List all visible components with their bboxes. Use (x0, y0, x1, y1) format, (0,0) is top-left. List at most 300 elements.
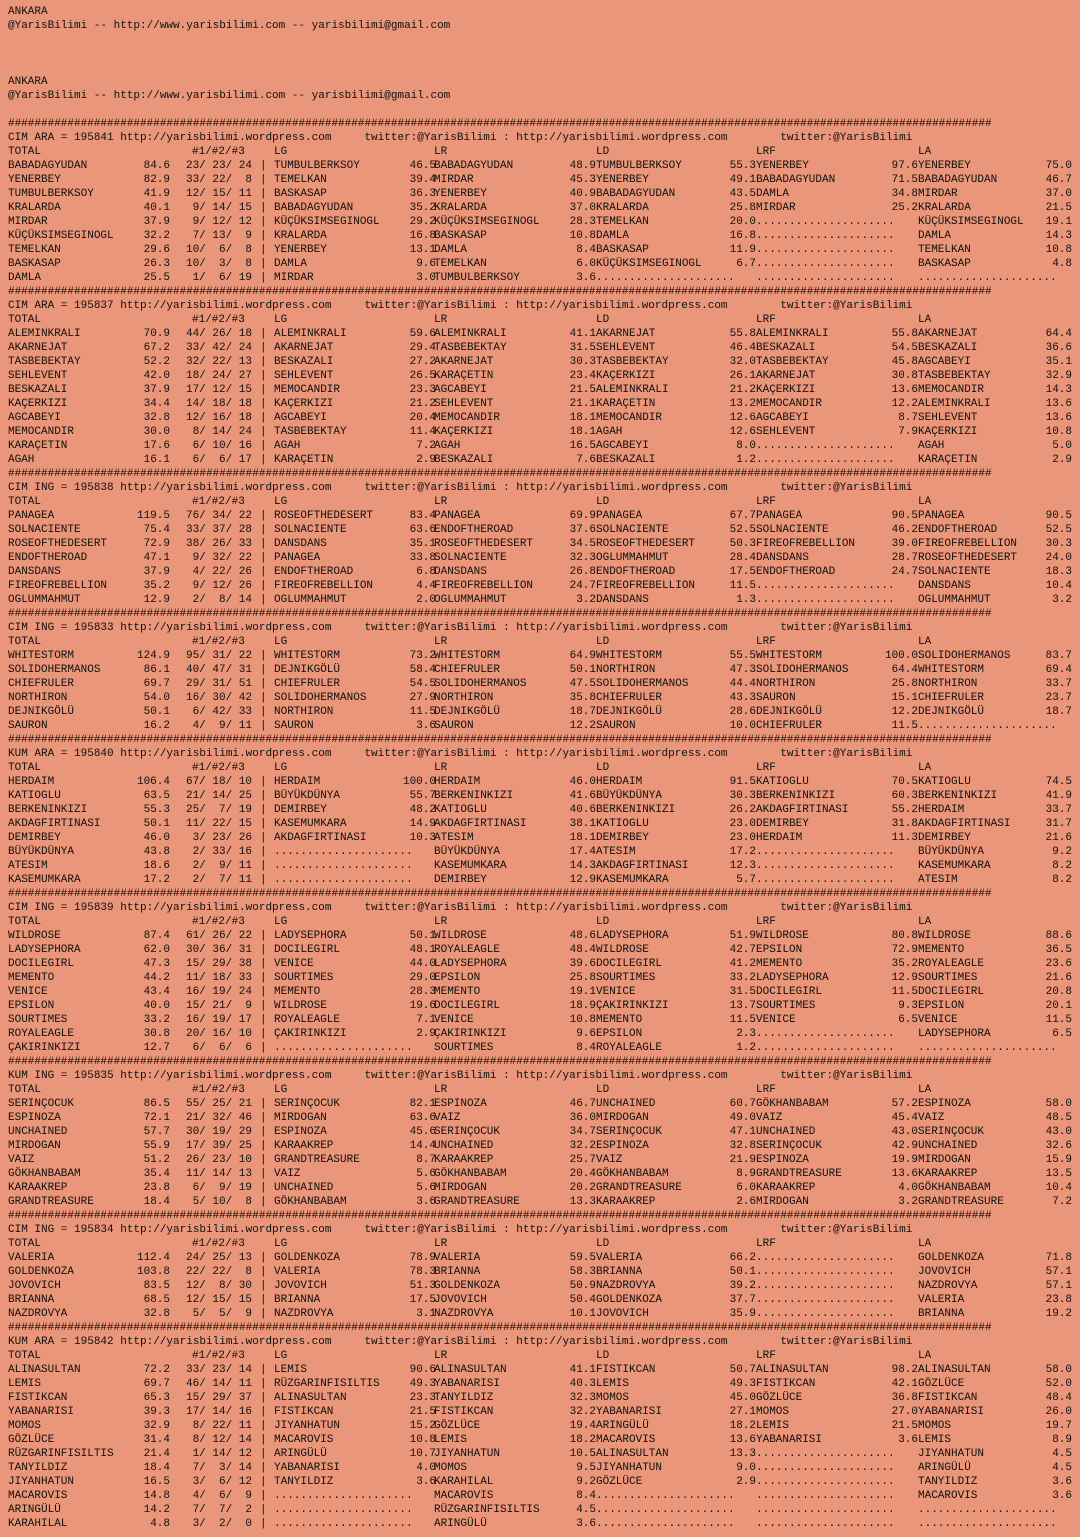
column-divider: | (260, 174, 267, 186)
total-name: DAMLA (8, 272, 42, 284)
lr-value: 39.6 (569, 958, 596, 970)
placings: 6/ 6/ 6 (185, 1042, 252, 1054)
la-value: 52.0 (1045, 1378, 1072, 1390)
la-name: FIREOFREBELLION (918, 538, 1018, 550)
table-row (8, 1167, 1080, 1181)
header-ld: LD (596, 1084, 610, 1096)
header-la: LA (918, 636, 932, 648)
la-name: ESPINOZA (918, 1098, 971, 1110)
la-value: 4.5 (1052, 1448, 1072, 1460)
lr-value: 9.6 (576, 1028, 596, 1040)
header-total: TOTAL (8, 146, 42, 158)
lr-name: VALERIA (434, 1252, 481, 1264)
la-value: 10.8 (1045, 244, 1072, 256)
ld-name: NORTHIRON (596, 664, 656, 676)
placings: 12/ 8/ 30 (185, 1280, 252, 1292)
lr-name: ARINGÜLÜ (434, 1518, 487, 1530)
placings: 15/ 21/ 9 (185, 1000, 252, 1012)
separator-line: ##################################################################################################################################################### (8, 468, 992, 480)
ld-name: ..................... (596, 1490, 735, 1502)
header-ld: LD (596, 636, 610, 648)
la-name: GOLDENKOZA (918, 1252, 985, 1264)
lr-name: YABANARISI (434, 1378, 501, 1390)
column-divider: | (260, 664, 267, 676)
total-value: 86.5 (143, 1098, 170, 1110)
table-row (8, 677, 1080, 691)
lrf-name: DANSDANS (756, 552, 809, 564)
lr-value: 25.7 (569, 1154, 596, 1166)
lrf-name: MEMOCANDIR (756, 398, 823, 410)
table-row (8, 845, 1080, 859)
total-name: KARAAKREP (8, 1182, 68, 1194)
ld-value: 9.0 (736, 1462, 756, 1474)
total-name: GRANDTREASURE (8, 1196, 94, 1208)
lrf-name: ..................... (756, 1490, 895, 1502)
la-value: 23.7 (1045, 692, 1072, 704)
lr-value: 30.3 (569, 356, 596, 368)
table-row (8, 1279, 1080, 1293)
placings: 33/ 37/ 28 (185, 524, 252, 536)
lg-value: 9.6 (416, 258, 436, 270)
race-title: KUM ING = 195835 http://yarisbilimi.wordpress.com twitter:@YarisBilimi : http://yarisbilimi.wordpress.com twitter:@YarisBilimi (8, 1070, 913, 1082)
lr-name: GÖKHANBABAM (434, 1168, 507, 1180)
placings: 7/ 7/ 2 (185, 1504, 252, 1516)
header-lg: LG (274, 1084, 288, 1096)
ld-value: 11.5 (729, 1014, 756, 1026)
lrf-value: 46.2 (891, 524, 918, 536)
lrf-value: 25.8 (891, 678, 918, 690)
la-name: MACAROVIS (918, 1490, 978, 1502)
race-title: CIM ING = 195834 http://yarisbilimi.wordpress.com twitter:@YarisBilimi : http://yarisbilimi.wordpress.com twitter:@YarisBilimi (8, 1224, 913, 1236)
ld-value: 66.2 (729, 1252, 756, 1264)
header-placings: #1/#2/#3 (192, 146, 245, 158)
table-row (8, 1391, 1080, 1405)
header-lg: LG (274, 762, 288, 774)
total-value: 26.3 (143, 258, 170, 270)
total-name: HERDAIM (8, 776, 55, 788)
lrf-name: KATIOGLU (756, 776, 809, 788)
lrf-value: 34.8 (891, 188, 918, 200)
column-divider: | (260, 818, 267, 830)
la-name: NAZDROVYA (918, 1280, 978, 1292)
column-divider: | (260, 370, 267, 382)
ld-name: MACAROVIS (596, 1434, 656, 1446)
contact-line: @YarisBilimi -- http://www.yarisbilimi.com -- yarisbilimi@gmail.com (8, 20, 451, 32)
ld-name: YENERBEY (596, 174, 649, 186)
lrf-name: ..................... (756, 874, 895, 886)
header-placings: #1/#2/#3 (192, 314, 245, 326)
column-header-row (8, 313, 1080, 327)
total-name: BRIANNA (8, 1294, 55, 1306)
ld-name: OGLUMMAHMUT (596, 552, 669, 564)
lg-name: SAURON (274, 720, 314, 732)
column-divider: | (260, 1000, 267, 1012)
lrf-name: ..................... (756, 244, 895, 256)
lr-value: 16.5 (569, 440, 596, 452)
la-name: AGCABEYI (918, 356, 971, 368)
total-value: 39.3 (143, 1406, 170, 1418)
placings: 5/ 5/ 9 (185, 1308, 252, 1320)
lg-value: 26.5 (409, 370, 436, 382)
placings: 2/ 33/ 16 (185, 846, 252, 858)
lr-value: 9.5 (576, 1462, 596, 1474)
ld-value: 26.1 (729, 370, 756, 382)
header-lg: LG (274, 146, 288, 158)
lr-name: UNCHAINED (434, 1140, 494, 1152)
lrf-value: 13.6 (891, 384, 918, 396)
placings: 21/ 14/ 25 (185, 790, 252, 802)
lg-value: 3.0 (416, 272, 436, 284)
la-value: 41.9 (1045, 790, 1072, 802)
placings: 32/ 22/ 13 (185, 356, 252, 368)
placings: 76/ 34/ 22 (185, 510, 252, 522)
ld-value: 11.9 (729, 244, 756, 256)
total-name: ROYALEAGLE (8, 1028, 75, 1040)
ld-name: ALEMINKRALI (596, 384, 669, 396)
column-divider: | (260, 790, 267, 802)
la-name: SOLIDOHERMANOS (918, 650, 1011, 662)
header-lrf: LRF (756, 916, 776, 928)
total-name: NAZDROVYA (8, 1308, 68, 1320)
lg-name: MEMOCANDIR (274, 384, 341, 396)
lr-name: BÜYÜKDÜNYA (434, 846, 501, 858)
total-name: FIREOFREBELLION (8, 580, 108, 592)
lr-value: 18.1 (569, 832, 596, 844)
la-value: 71.8 (1045, 1252, 1072, 1264)
lg-name: ..................... (274, 846, 413, 858)
lrf-value: 39.0 (891, 538, 918, 550)
header-lg: LG (274, 636, 288, 648)
lg-value: 45.6 (409, 1126, 436, 1138)
lrf-name: ..................... (756, 216, 895, 228)
ld-value: 60.7 (729, 1098, 756, 1110)
total-name: DEMIRBEY (8, 832, 61, 844)
total-value: 34.4 (143, 398, 170, 410)
lg-name: AKDAGFIRTINASI (274, 832, 367, 844)
lg-name: ALEMINKRALI (274, 328, 347, 340)
total-name: SOURTIMES (8, 1014, 68, 1026)
table-row (8, 999, 1080, 1013)
column-divider: | (260, 1280, 267, 1292)
column-divider: | (260, 1140, 267, 1152)
header-total: TOTAL (8, 496, 42, 508)
table-row (8, 215, 1080, 229)
total-value: 44.2 (143, 972, 170, 984)
lrf-value: 43.0 (891, 1126, 918, 1138)
lrf-name: ..................... (756, 580, 895, 592)
lr-value: 21.5 (569, 384, 596, 396)
la-name: KRALARDA (918, 202, 971, 214)
lr-value: 48.9 (569, 160, 596, 172)
lrf-name: SERINÇOCUK (756, 1140, 823, 1152)
table-row (8, 173, 1080, 187)
lg-value: 3.1 (416, 1308, 436, 1320)
lrf-name: FISTIKCAN (756, 1378, 816, 1390)
la-name: ..................... (918, 1504, 1057, 1516)
total-name: EPSILON (8, 1000, 55, 1012)
lg-name: PANAGEA (274, 552, 321, 564)
ld-value: 6.7 (736, 258, 756, 270)
lg-value: 10.8 (409, 1434, 436, 1446)
lg-name: AGAH (274, 440, 301, 452)
ld-name: NAZDROVYA (596, 1280, 656, 1292)
lr-name: LADYSEPHORA (434, 958, 507, 970)
column-header-row (8, 495, 1080, 509)
ld-name: JOVOVICH (596, 1308, 649, 1320)
lg-name: MIRDOGAN (274, 1112, 327, 1124)
lr-value: 69.9 (569, 510, 596, 522)
total-value: 43.8 (143, 846, 170, 858)
lrf-name: PANAGEA (756, 510, 803, 522)
lr-name: VENICE (434, 1014, 474, 1026)
lrf-value: 45.4 (891, 1112, 918, 1124)
lg-name: ..................... (274, 1504, 413, 1516)
total-value: 82.9 (143, 174, 170, 186)
ld-name: KAÇERKIZI (596, 370, 656, 382)
header-ld: LD (596, 762, 610, 774)
lrf-name: KAÇERKIZI (756, 384, 816, 396)
column-header-row (8, 1237, 1080, 1251)
la-name: MIRDOGAN (918, 1154, 971, 1166)
header-lr: LR (434, 496, 448, 508)
lrf-name: ..................... (756, 1042, 895, 1054)
header-total: TOTAL (8, 762, 42, 774)
ld-value: 23.0 (729, 832, 756, 844)
lg-name: JOVOVICH (274, 1280, 327, 1292)
lr-name: DAMLA (434, 244, 468, 256)
city-heading: ANKARA (8, 6, 48, 18)
lr-value: 37.6 (569, 524, 596, 536)
lr-name: BERKENINKIZI (434, 790, 514, 802)
lg-name: TANYILDIZ (274, 1476, 334, 1488)
total-value: 52.2 (143, 356, 170, 368)
lg-name: DEMIRBEY (274, 804, 327, 816)
placings: 67/ 18/ 10 (185, 776, 252, 788)
lrf-name: SOLIDOHERMANOS (756, 664, 849, 676)
lg-name: VENICE (274, 958, 314, 970)
lrf-name: GÖKHANBABAM (756, 1098, 829, 1110)
lrf-name: ..................... (756, 230, 895, 242)
lrf-value: 55.2 (891, 804, 918, 816)
lrf-value: 13.6 (891, 1168, 918, 1180)
placings: 6/ 42/ 33 (185, 706, 252, 718)
la-value: 19.2 (1045, 1308, 1072, 1320)
lrf-name: DOCILEGIRL (756, 986, 823, 998)
lg-value: 3.6 (416, 1196, 436, 1208)
total-value: 18.4 (143, 1196, 170, 1208)
lr-value: 8.4 (576, 244, 596, 256)
lr-value: 32.3 (569, 552, 596, 564)
ld-value: 30.3 (729, 790, 756, 802)
ld-name: KASEMUMKARA (596, 874, 669, 886)
ld-value: 16.8 (729, 230, 756, 242)
header-placings: #1/#2/#3 (192, 496, 245, 508)
table-row (8, 1377, 1080, 1391)
total-value: 63.5 (143, 790, 170, 802)
header-ld: LD (596, 1238, 610, 1250)
ld-name: GÖZLÜCE (596, 1476, 643, 1488)
total-name: PANAGEA (8, 510, 55, 522)
ld-value: 8.0 (736, 440, 756, 452)
la-name: KASEMUMKARA (918, 860, 991, 872)
lrf-name: YENERBEY (756, 160, 809, 172)
total-value: 41.9 (143, 188, 170, 200)
placings: 21/ 32/ 46 (185, 1112, 252, 1124)
placings: 24/ 25/ 13 (185, 1252, 252, 1264)
lrf-name: LADYSEPHORA (756, 972, 829, 984)
total-name: AGCABEYI (8, 412, 61, 424)
la-name: FISTIKCAN (918, 1392, 978, 1404)
ld-value: 49.1 (729, 174, 756, 186)
lr-value: 40.3 (569, 1378, 596, 1390)
ld-value: 25.8 (729, 202, 756, 214)
lrf-name: ..................... (756, 1280, 895, 1292)
la-value: 19.1 (1045, 216, 1072, 228)
lr-name: WHITESTORM (434, 650, 501, 662)
la-value: 10.4 (1045, 580, 1072, 592)
placings: 10/ 3/ 8 (185, 258, 252, 270)
header-la: LA (918, 1350, 932, 1362)
la-name: HERDAIM (918, 804, 965, 816)
total-value: 47.3 (143, 958, 170, 970)
lg-value: 29.4 (409, 342, 436, 354)
table-row (8, 257, 1080, 271)
lg-value: 5.6 (416, 1168, 436, 1180)
lg-name: GOLDENKOZA (274, 1252, 341, 1264)
column-divider: | (260, 1196, 267, 1208)
table-row (8, 943, 1080, 957)
header-lg: LG (274, 1350, 288, 1362)
table-row (8, 691, 1080, 705)
la-value: 3.2 (1052, 594, 1072, 606)
lr-name: DANSDANS (434, 566, 487, 578)
total-value: 106.4 (136, 776, 170, 788)
la-value: 33.7 (1045, 804, 1072, 816)
column-divider: | (260, 720, 267, 732)
la-name: ARINGÜLÜ (918, 1462, 971, 1474)
table-row (8, 537, 1080, 551)
la-value: 10.4 (1045, 1182, 1072, 1194)
placings: 3/ 6/ 12 (185, 1476, 252, 1488)
lrf-name: ALINASULTAN (756, 1364, 829, 1376)
lrf-name: MOMOS (756, 1406, 790, 1418)
total-value: 68.5 (143, 1294, 170, 1306)
lr-value: 38.1 (569, 818, 596, 830)
total-value: 29.6 (143, 244, 170, 256)
lrf-name: ..................... (756, 1504, 895, 1516)
ld-name: SAURON (596, 720, 636, 732)
ld-value: 21.2 (729, 384, 756, 396)
placings: 5/ 10/ 8 (185, 1196, 252, 1208)
lr-name: TEMELKAN (434, 258, 487, 270)
header-lrf: LRF (756, 762, 776, 774)
lg-name: WILDROSE (274, 1000, 327, 1012)
la-name: DOCILEGIRL (918, 986, 985, 998)
total-value: 112.4 (136, 1252, 170, 1264)
column-divider: | (260, 1252, 267, 1264)
separator-line: ##################################################################################################################################################### (8, 888, 992, 900)
ld-name: KATIOGLU (596, 818, 649, 830)
column-divider: | (260, 356, 267, 368)
column-divider: | (260, 1154, 267, 1166)
lg-value: 35.2 (409, 202, 436, 214)
ld-value: 8.9 (736, 1168, 756, 1180)
ld-name: SOURTIMES (596, 972, 656, 984)
race-blocks (8, 117, 1080, 1531)
total-value: 30.0 (143, 426, 170, 438)
header-lrf: LRF (756, 146, 776, 158)
header-lr: LR (434, 146, 448, 158)
ld-name: GÖKHANBABAM (596, 1168, 669, 1180)
lr-name: SOURTIMES (434, 1042, 494, 1054)
lr-value: 48.4 (569, 944, 596, 956)
total-value: 65.3 (143, 1392, 170, 1404)
lr-value: 32.2 (569, 1406, 596, 1418)
ld-value: 43.5 (729, 188, 756, 200)
header-la: LA (918, 916, 932, 928)
lr-value: 19.4 (569, 1420, 596, 1432)
lr-name: ÇAKIRINKIZI (434, 1028, 507, 1040)
la-name: BRIANNA (918, 1308, 965, 1320)
header-lr: LR (434, 1084, 448, 1096)
lr-name: NORTHIRON (434, 692, 494, 704)
placings: 6/ 9/ 19 (185, 1182, 252, 1194)
column-divider: | (260, 594, 267, 606)
la-value: 14.3 (1045, 230, 1072, 242)
lr-name: VAIZ (434, 1112, 461, 1124)
header-total: TOTAL (8, 314, 42, 326)
lr-value: 10.5 (569, 1448, 596, 1460)
lr-name: KARAHILAL (434, 1476, 494, 1488)
table-row (8, 453, 1080, 467)
lg-value: 49.3 (409, 1378, 436, 1390)
la-value: 33.7 (1045, 678, 1072, 690)
la-name: KATIOGLU (918, 776, 971, 788)
lr-value: 59.5 (569, 1252, 596, 1264)
lr-value: 10.8 (569, 1014, 596, 1026)
lr-name: RÜZGARINFISILTIS (434, 1504, 540, 1516)
la-name: SEHLEVENT (918, 412, 978, 424)
race-title: CIM ING = 195833 http://yarisbilimi.wordpress.com twitter:@YarisBilimi : http://yarisbilimi.wordpress.com twitter:@YarisBilimi (8, 622, 913, 634)
placings: 30/ 19/ 29 (185, 1126, 252, 1138)
ld-name: AKARNEJAT (596, 328, 656, 340)
table-row (8, 523, 1080, 537)
lrf-name: ..................... (756, 594, 895, 606)
separator-line: ##################################################################################################################################################### (8, 1210, 992, 1222)
placings: 16/ 19/ 17 (185, 1014, 252, 1026)
ld-name: SERINÇOCUK (596, 1126, 663, 1138)
placings: 95/ 31/ 22 (185, 650, 252, 662)
ld-name: KARAÇETIN (596, 398, 656, 410)
la-value: 8.2 (1052, 874, 1072, 886)
table-row (8, 719, 1080, 733)
total-name: ARINGÜLÜ (8, 1504, 61, 1516)
lg-value: 100.0 (402, 776, 436, 788)
column-divider: | (260, 1112, 267, 1124)
lg-value: 10.3 (409, 832, 436, 844)
placings: 12/ 15/ 11 (185, 188, 252, 200)
total-value: 16.2 (143, 720, 170, 732)
lr-value: 41.6 (569, 790, 596, 802)
lr-value: 46.7 (569, 1098, 596, 1110)
placings: 11/ 14/ 13 (185, 1168, 252, 1180)
ld-name: BASKASAP (596, 244, 649, 256)
lr-name: SEHLEVENT (434, 398, 494, 410)
placings: 9/ 12/ 12 (185, 216, 252, 228)
lrf-value: 7.9 (898, 426, 918, 438)
lrf-value: 4.0 (898, 1182, 918, 1194)
column-divider: | (260, 566, 267, 578)
